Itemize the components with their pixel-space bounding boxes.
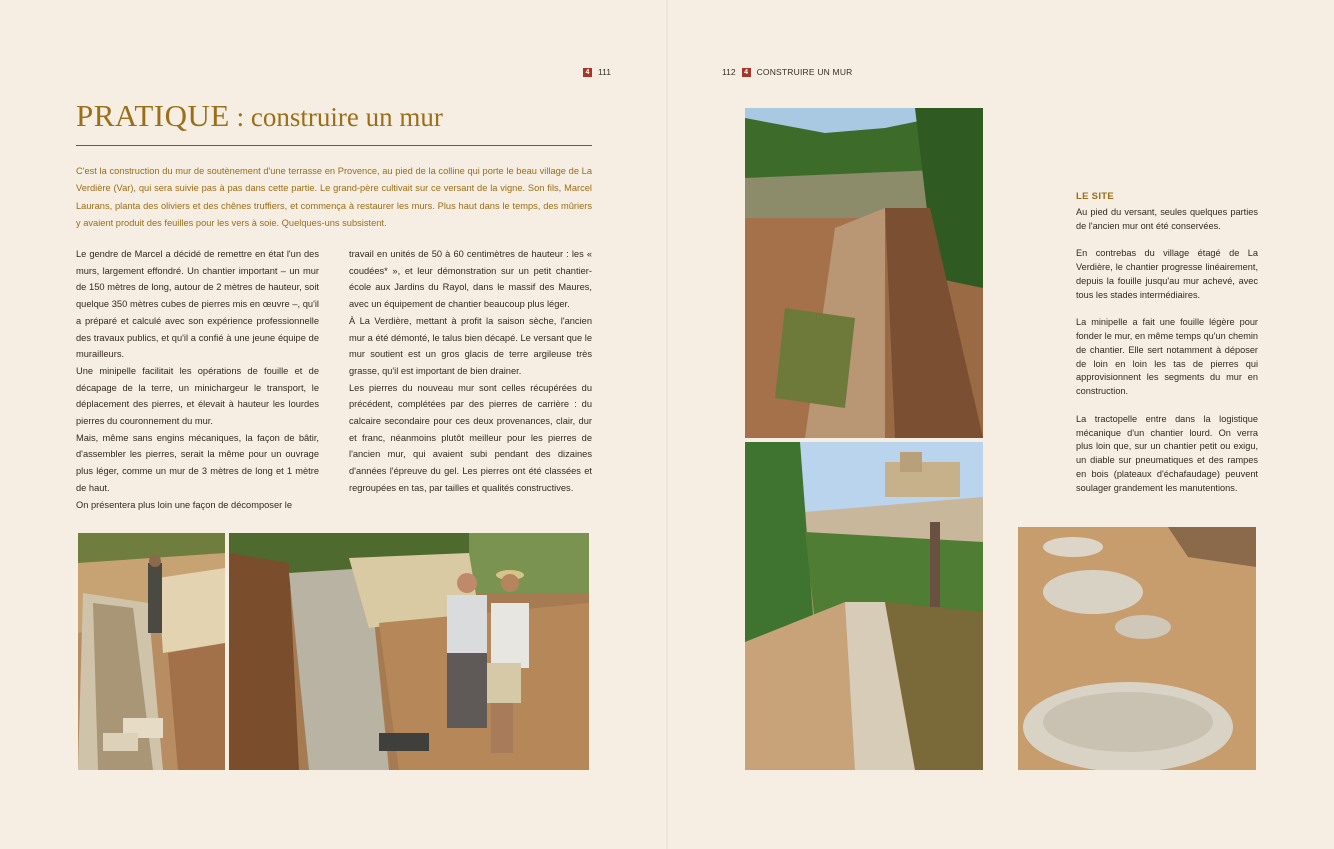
page-number: 112 (722, 67, 736, 77)
body-column-1 (76, 246, 319, 513)
caption: La tractopelle entre dans la logistique mécanique d'un chantier lourd. On verra plus loin que, sur un chantier petit ou exigu, un diable sur pneumatiques et des rampes en bois (plateaux d'échafaudage) peuvent soulager grandement les manutentions. (1076, 413, 1258, 493)
caption: Au pied du versant, seules quelques parties de l'ancien mur ont été conservées. (1076, 206, 1258, 231)
title-main: PRATIQUE (76, 98, 230, 133)
page-number: 111 (598, 67, 611, 77)
chapter-marker: 4 (742, 68, 751, 77)
paragraph: travail en unités de 50 à 60 centimètres de hauteur : les « coudées* », et leur démonstration sur un petit chantier-école aux Jardins du Rayol, dans le massif des Maures, avec un équipement de chantier beaucoup plus léger. (349, 249, 592, 310)
folio-right (722, 67, 853, 77)
caption: En contrebas du village étagé de La Verdière, le chantier progresse linéairement, depuis la fouille jusqu'au mur achevé, avec tous les stades intermédiaires. (1076, 248, 1258, 300)
photo-village-wall (745, 442, 983, 770)
title-rule (76, 145, 592, 146)
photo-excavated-trench (745, 108, 983, 438)
paragraph: Le gendre de Marcel a décidé de remettre en état l'un des murs, largement effondré. Un chantier important – un mur de 150 mètres de long, autour de 2 mètres de hauteur, soit quelque 350 mètres cubes de pierres mis en œuvre –, qu'il a préparé et calculé avec son expérience professionnelle des travaux publics, et qu'il a confié à une jeune équipe de murailleurs. (76, 249, 319, 360)
photo-builders (229, 533, 589, 770)
lede-paragraph: C'est la construction du mur de soutènement d'une terrasse en Provence, au pied de la colline qui porte le beau village de La Verdière (Var), qui sera suivie pas à pas dans cette partie. Le grand-père cultivait sur ce versant de la vigne. Son fils, Marcel Laurans, planta des oliviers et des chênes truffiers, et commença à restaurer les murs. Plus haut dans le temps, des mûriers y avaient produit des feuilles pour les vers à soie. Quelques-uns subsistent. (76, 166, 592, 229)
paragraph: Les pierres du nouveau mur sont celles récupérées du précédent, complétées par des pierres de carrière : du calcaire secondaire pour ces deux provenances, clair, dur et franc, néanmoins plutôt meilleur pour les pierres de l'ancien mur, qui avaient subi pendant des dizaines d'années l'épreuve du gel. Les pierres ont été classées et regroupées en tas, par tailles et qualités constructives. (349, 382, 592, 493)
paragraph: On présentera plus loin une façon de décomposer le (76, 499, 293, 510)
paragraph: Mais, même sans engins mécaniques, la façon de bâtir, d'assembler les pierres, serait la même pour un ouvrage plus léger, comme un mur de 3 mètres de long et 1 mètre de haut. (76, 432, 319, 493)
title-separator: : (229, 102, 251, 132)
photo-wall-trench (78, 533, 225, 770)
title-sub: construire un mur (250, 102, 443, 132)
caption: La minipelle a fait une fouille légère pour fonder le mur, en même temps qu'un chemin de chantier. Elle sert notamment à déposer de loin en loin les tas de pierres qui approvisionnent les segments du mur en construction. (1076, 317, 1258, 397)
paragraph: À La Verdière, mettant à profit la saison sèche, l'ancien mur a été démonté, le talus bien décapé. Le versant que le mur soutient est un gros glacis de terre argileuse très grasse, qu'il est important de bien drainer. (349, 315, 592, 376)
photo-stone-piles (1018, 527, 1256, 770)
gutter (666, 0, 668, 849)
sidebar-heading: LE SITE (1076, 191, 1114, 202)
body-column-2 (349, 246, 592, 497)
running-head: CONSTRUIRE UN MUR (756, 67, 853, 77)
chapter-marker: 4 (583, 68, 592, 77)
sidebar-captions (1076, 190, 1258, 509)
folio-left (583, 67, 611, 77)
paragraph: Une minipelle facilitait les opérations de fouille et de décapage de la terre, un minichargeur le transport, le déplacement des pierres, et élevait à hauteur les lourdes pierres du couronnement du mur. (76, 365, 319, 427)
page-title (76, 98, 592, 134)
